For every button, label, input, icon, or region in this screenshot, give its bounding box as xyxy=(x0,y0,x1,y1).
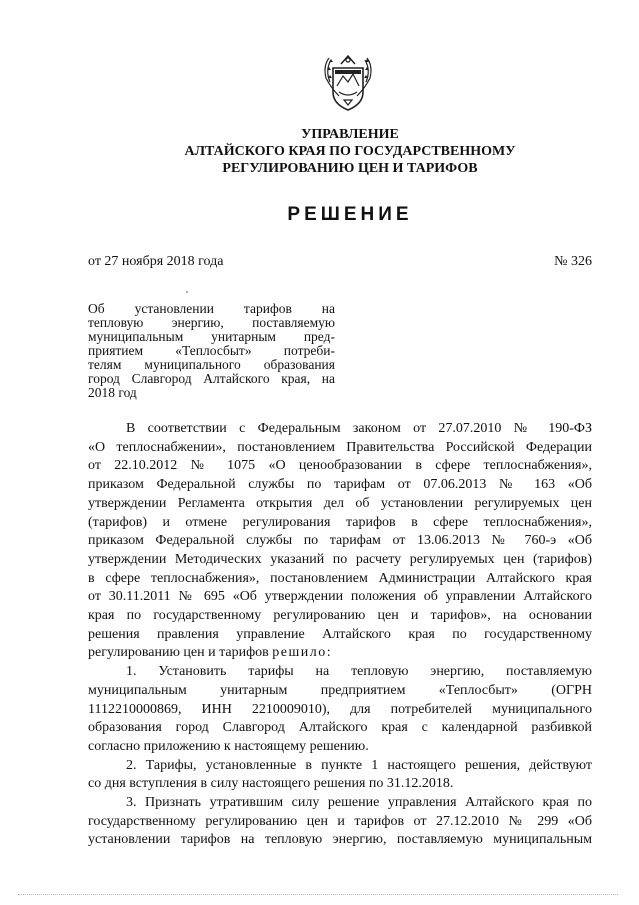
item-1-line: 1112210000869, ИНН 2210009010), для потребителей муниципального xyxy=(88,701,592,717)
document-subject xyxy=(88,302,335,400)
body-line: «О теплоснабжении», постановлением Правительства Российской Федерации xyxy=(88,439,592,455)
subject-line: приятием «Теплосбыт» потреби- xyxy=(88,343,335,358)
document-title: РЕШЕНИЕ xyxy=(287,204,413,225)
altai-krai-coat-of-arms-icon xyxy=(317,48,379,116)
body-line xyxy=(88,644,592,663)
body-line: от 22.10.2012 № 1075 «О ценообразовании в сфере теплоснабжения», xyxy=(88,458,592,474)
item-2-line: со дня вступления в силу настоящего решения по 31.12.2018. xyxy=(88,776,454,792)
agency-line: УПРАВЛЕНИЕ xyxy=(301,127,399,142)
item-1-line: согласно приложению к настоящему решению. xyxy=(88,738,369,754)
item-1-line: образования город Славгород Алтайского края с календарной разбивкой xyxy=(88,720,592,736)
body-line: утверждении Регламента открытия дел об установлении регулируемых цен xyxy=(88,495,592,511)
body-line: решения правления управление Алтайского края по государственному xyxy=(88,626,592,642)
body-line: от 30.11.2011 № 695 «Об утверждении положения об управлении Алтайского xyxy=(88,589,592,605)
agency-name xyxy=(120,126,580,177)
item-1-line: муниципальным унитарным предприятием «Теплосбыт» (ОГРН xyxy=(88,682,592,698)
subject-line: город Славгород Алтайского края, на xyxy=(88,371,335,386)
subject-line: Об установлении тарифов на xyxy=(88,301,335,316)
item-3-line: 3. Признать утратившим силу решение управления Алтайского края по xyxy=(126,795,592,811)
decision-word: решило: xyxy=(272,645,333,661)
body-line: (тарифов) и отмене регулирования тарифов в сфере теплоснабжения», xyxy=(88,514,592,530)
page-bottom-rule xyxy=(18,894,618,895)
body-line: утверждении Методических указаний по расчету регулируемых цен (тарифов) xyxy=(88,551,592,567)
body-line: приказом Федеральной службы по тарифам от 07.06.2013 № 163 «Об xyxy=(88,477,592,493)
subject-line: муниципальным унитарным пред- xyxy=(88,329,335,344)
body-line: приказом Федеральной службы по тарифам от 13.06.2013 № 760-э «Об xyxy=(88,533,592,549)
body-line: края по государственному регулированию цен и тарифов», на основании xyxy=(88,608,592,624)
agency-line: РЕГУЛИРОВАНИЮ ЦЕН И ТАРИФОВ xyxy=(222,161,478,176)
body-line: в сфере теплоснабжения», постановлением Администрации Алтайского края xyxy=(88,570,592,586)
scan-speck xyxy=(186,291,188,293)
item-2-line: 2. Тарифы, установленные в пункте 1 настоящего решения, действуют xyxy=(126,757,592,773)
document-body xyxy=(88,420,592,850)
document-date: от 27 ноября 2018 года xyxy=(88,254,224,269)
item-1-line: 1. Установить тарифы на тепловую энергию, поставляемую xyxy=(126,664,592,680)
item-3-line: установлении тарифов на тепловую энергию, поставляемую муниципальным xyxy=(88,832,592,848)
body-line: В соответствии с Федеральным законом от 27.07.2010 № 190-ФЗ xyxy=(126,421,592,436)
subject-line: тепловую энергию, поставляемую xyxy=(88,315,335,330)
body-text: регулированию цен и тарифов xyxy=(88,645,269,661)
document-number: № 326 xyxy=(554,254,592,269)
agency-line: АЛТАЙСКОГО КРАЯ ПО ГОСУДАРСТВЕННОМУ xyxy=(184,144,516,159)
subject-line: 2018 год xyxy=(88,385,137,400)
subject-line: телям муниципального образования xyxy=(88,357,335,372)
item-3-line: государственному регулированию цен и тарифов от 27.12.2010 № 299 «Об xyxy=(88,813,592,829)
